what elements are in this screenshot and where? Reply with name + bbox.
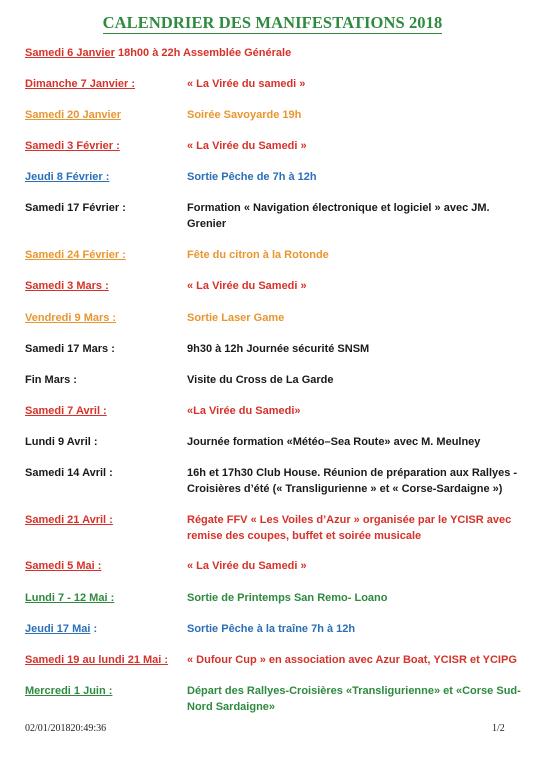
event-date [25,200,126,216]
event-date [25,683,112,699]
event-description: Sortie Laser Game [187,312,285,324]
event-date-text: Samedi 17 Février : [25,202,126,214]
event-date-suffix: : [90,623,98,635]
event-date-text: Samedi 19 au lundi 21 Mai : [25,654,169,666]
event-date [25,652,168,668]
event-description: « La Virée du samedi » [187,78,306,90]
footer-page-number: 1/2 [492,723,505,734]
event-description: « La Virée du Samedi » [187,560,307,572]
event-date-text: Lundi 7 - 12 Mai : [25,592,115,604]
event-date-text: Fin Mars : [25,374,77,386]
event-description: Régate FFV « Les Voiles d’Azur » organisée par le YCISR avec remise des coupes, buffet et soirée musicale [187,514,512,542]
event-date [25,107,121,123]
event-date [25,247,126,263]
event-description: Sortie Pêche de 7h à 12h [187,171,317,183]
event-date-text: Samedi 17 Mars : [25,343,115,355]
event-date [25,278,109,294]
event-date-text: Samedi 3 Février : [25,140,120,152]
event-description: Journée formation «Météo–Sea Route» avec M. Meulney [187,436,481,448]
event-date [25,138,120,154]
event-date [25,341,115,357]
event-description: Sortie de Printemps San Remo- Loano [187,592,388,604]
event-date [25,558,101,574]
event-date [25,310,116,326]
event-date-text: Mercredi 1 Juin : [25,685,113,697]
event-date-text: Jeudi 17 Mai [25,623,91,635]
event-description: Sortie Pêche à la traîne 7h à 12h [187,623,356,635]
event-description: 16h et 17h30 Club House. Réunion de préparation aux Rallyes - Croisières d’été (« Transligurienne » et « Corse-Sardaigne ») [187,467,518,495]
event-description: Fête du citron à la Rotonde [187,249,329,261]
event-description: 9h30 à 12h Journée sécurité SNSM [187,343,370,355]
event-description: Soirée Savoyarde 19h [187,109,302,121]
event-inline-desc: 18h00 à 22h Assemblée Générale [117,47,292,59]
event-description: « La Virée du Samedi » [187,280,307,292]
event-date-text: Samedi 14 Avril : [25,467,113,479]
event-date-text: Samedi 6 Janvier [25,47,115,59]
event-date-text: Jeudi 8 Février : [25,171,110,183]
event-description: «La Virée du Samedi» [187,405,301,417]
event-date-text: Lundi 9 Avril : [25,436,98,448]
event-date-text: Samedi 20 Janvier [25,109,122,121]
event-description: « La Virée du Samedi » [187,140,307,152]
event-date-text: Samedi 24 Février : [25,249,126,261]
event-description: « Dufour Cup » en association avec Azur Boat, YCISR et YCIPG [187,654,517,666]
event-date-text: Samedi 3 Mars : [25,280,109,292]
event-date-text: Samedi 7 Avril : [25,405,107,417]
footer-timestamp: 02/01/201820:49:36 [25,723,107,734]
event-date-text: Dimanche 7 Janvier : [25,78,136,90]
event-date [25,512,113,528]
event-description: Départ des Rallyes-Croisières «Transligurienne» et «Corse Sud-Nord Sardaigne» [187,685,521,713]
page-title: CALENDRIER DES MANIFESTATIONS 2018 [102,13,443,32]
event-date [25,372,77,388]
event-description: Visite du Cross de La Garde [187,374,334,386]
event-date [25,621,97,637]
title-wrap [0,14,545,34]
event-date [25,465,113,481]
event-date [25,590,114,606]
event-date [25,76,135,92]
event-date [25,403,107,419]
event-date-text: Samedi 21 Avril : [25,514,113,526]
event-date-text: Vendredi 9 Mars : [25,312,117,324]
event-description: Formation « Navigation électronique et logiciel » avec JM. Grenier [187,202,490,230]
event-date-text: Samedi 5 Mai : [25,560,102,572]
event-date [25,45,291,61]
event-date [25,434,98,450]
event-date [25,169,109,185]
